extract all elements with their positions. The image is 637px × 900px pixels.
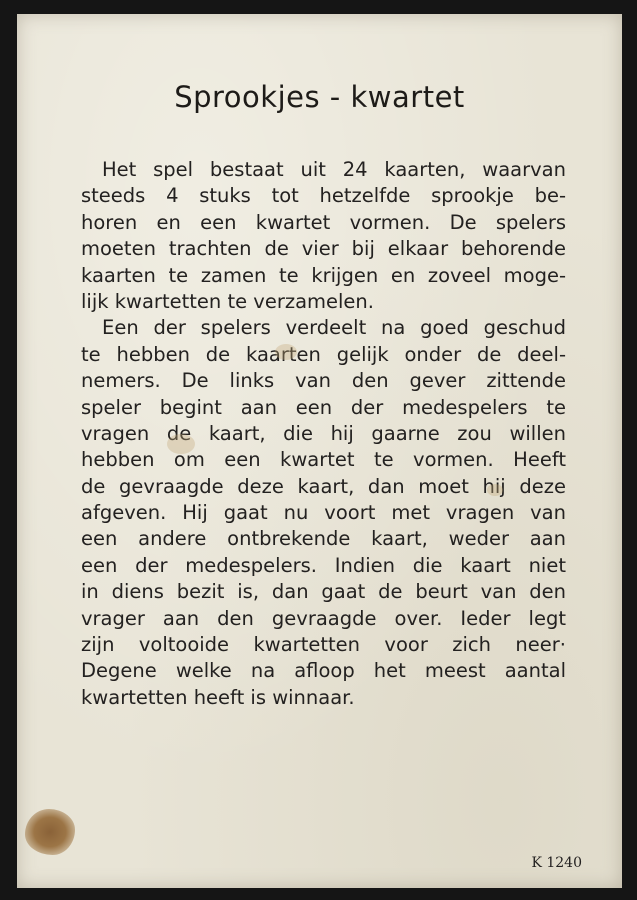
text-line: de gevraagde deze kaart, dan moet hij deze	[81, 474, 566, 498]
rules-text	[81, 157, 566, 711]
text-line: te hebben de kaarten gelijk onder de deel-	[81, 342, 566, 366]
text-line: een andere ontbrekende kaart, weder aan	[81, 527, 566, 551]
text-line: vragen de kaart, die hij gaarne zou willen	[81, 421, 566, 445]
paper-spot	[275, 344, 297, 360]
text-line: lijk kwartetten te verzamelen.	[81, 289, 374, 313]
card-title: Sprookjes - kwartet	[174, 80, 465, 114]
text-line: horen en een kwartet vormen. De spelers	[81, 210, 566, 234]
text-line: speler begint aan een der medespelers te	[81, 395, 566, 419]
text-line: in diens bezit is, dan gaat de beurt van den	[81, 580, 566, 604]
text-line: Degene welke na afloop het meest aantal	[81, 659, 566, 683]
text-line: Het spel bestaat uit 24 kaarten, waarvan	[102, 158, 566, 181]
text-line: moeten trachten de vier bij elkaar behorende	[81, 237, 566, 261]
paper-spot	[487, 484, 503, 496]
text-line: steeds 4 stuks tot hetzelfde sprookje be-	[81, 184, 566, 208]
text-line: vrager aan den gevraagde over. Ieder legt	[81, 606, 566, 630]
card-code: K 1240	[531, 855, 582, 871]
text-line: kaarten te zamen te krijgen en zoveel moge-	[81, 263, 566, 287]
paper-spot	[167, 434, 195, 454]
text-line: nemers. De links van den gever zittende	[81, 369, 566, 393]
paper-stain	[25, 809, 75, 855]
text-line: hebben om een kwartet te vormen. Heeft	[81, 448, 566, 472]
game-card	[17, 14, 622, 888]
text-line: afgeven. Hij gaat nu voort met vragen van	[81, 501, 566, 525]
text-line: een der medespelers. Indien die kaart niet	[81, 553, 566, 577]
text-line: Een der spelers verdeelt na goed geschud	[102, 316, 566, 340]
text-line: kwartetten heeft is winnaar.	[81, 685, 355, 709]
text-line: zijn voltooide kwartetten voor zich neer·	[81, 633, 566, 657]
